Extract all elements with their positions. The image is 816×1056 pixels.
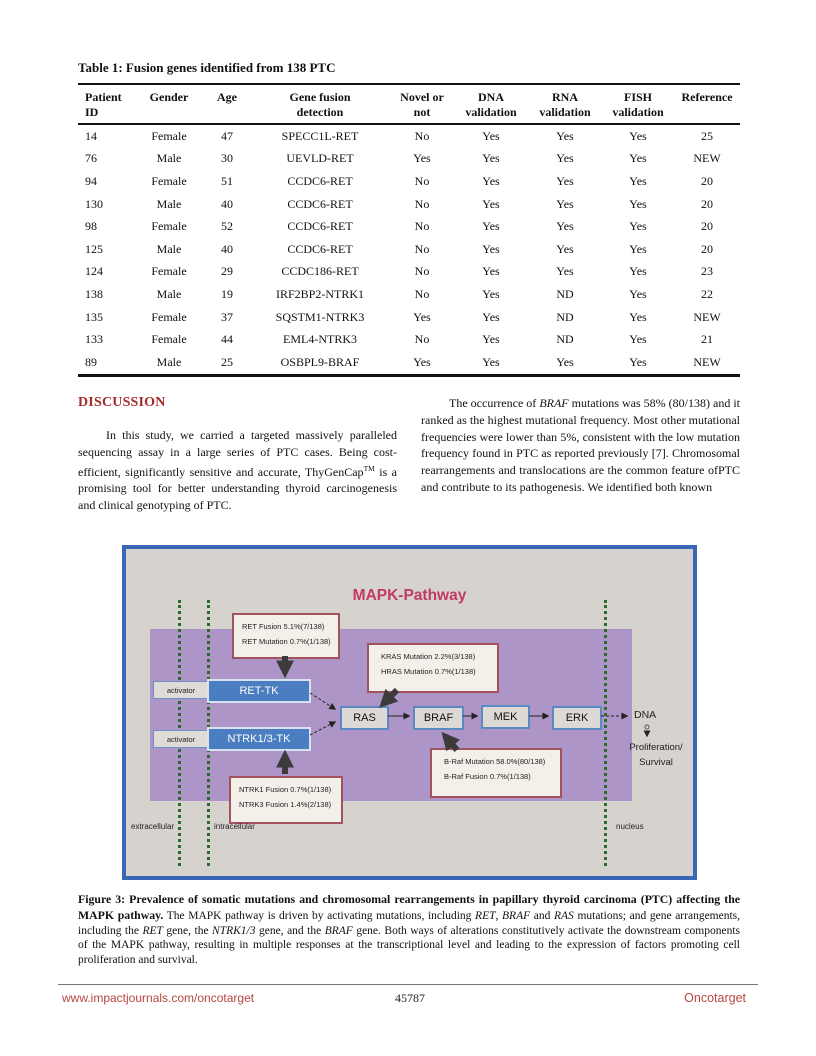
- table-cell: Male: [156, 151, 182, 166]
- table-cell: Yes: [556, 264, 574, 279]
- gene-name-italic: RAS: [554, 909, 574, 922]
- table-cell: ND: [556, 286, 574, 301]
- table-cell: 25: [221, 354, 233, 369]
- table-cell: ND: [556, 309, 574, 324]
- table-cell: 47: [221, 128, 233, 143]
- text-run: gene, the: [162, 924, 213, 937]
- header-line: Age: [217, 90, 237, 104]
- table-cell: Female: [151, 309, 187, 324]
- table-cell: 23: [701, 264, 713, 279]
- table-cell: NEW: [693, 151, 721, 166]
- table-cell: 138: [85, 286, 103, 301]
- table-cell: 89: [85, 354, 97, 369]
- table-cell: Yes: [556, 241, 574, 256]
- table-cell: 40: [221, 241, 233, 256]
- table-cell: Male: [156, 196, 182, 211]
- table-cell: Yes: [629, 196, 647, 211]
- table-cell: 30: [221, 151, 233, 166]
- table-cell: 124: [85, 264, 103, 279]
- table-cell: Yes: [556, 354, 574, 369]
- table-cell: 133: [85, 332, 103, 347]
- text-run: and: [530, 909, 554, 922]
- gene-name-italic: NTRK1/3: [212, 924, 256, 937]
- col-header-reference: [674, 84, 740, 124]
- text-run: ,: [495, 909, 503, 922]
- proliferation-survival-label: [596, 740, 716, 770]
- footer-divider: [58, 984, 758, 985]
- header-line: Patient: [85, 90, 122, 104]
- table-cell: Male: [156, 354, 182, 369]
- col-header-rna: [528, 84, 602, 124]
- table-cell: No: [414, 286, 430, 301]
- table-cell: 130: [85, 196, 103, 211]
- table-row: [78, 215, 740, 238]
- table-cell: CCDC6-RET: [287, 196, 353, 211]
- col-header-age: [204, 84, 250, 124]
- activator-box-ret: activator: [153, 681, 209, 699]
- annotation-line: NTRK1 Fusion 0.7%(1/138): [239, 785, 332, 794]
- table-body: [78, 124, 740, 375]
- left-column: [78, 395, 397, 514]
- table-cell: No: [414, 173, 430, 188]
- table-cell: Yes: [629, 264, 647, 279]
- table-cell: Yes: [482, 354, 500, 369]
- header-line: RNA: [552, 90, 578, 104]
- table-cell: Female: [151, 264, 187, 279]
- text-run: The occurrence of: [449, 396, 540, 410]
- figure-title: MAPK-Pathway: [352, 587, 467, 604]
- table-cell: 29: [221, 264, 233, 279]
- annotation-line: B-Raf Mutation 58.0%(80/138): [444, 757, 546, 766]
- table-cell: Female: [151, 219, 187, 234]
- right-column: [421, 395, 740, 514]
- mapk-pathway-figure: [122, 545, 697, 880]
- table-row: [78, 306, 740, 329]
- header-line: Novel or: [400, 90, 444, 104]
- col-header-patient-id: [78, 84, 134, 124]
- gene-name-italic: RET: [142, 924, 163, 937]
- table-cell: No: [414, 241, 430, 256]
- figure-caption: [78, 892, 740, 968]
- table-cell: NEW: [693, 309, 721, 324]
- header-line: Gene fusion: [289, 90, 351, 104]
- table-cell: Female: [151, 128, 187, 143]
- discussion-heading: DISCUSSION: [78, 395, 166, 410]
- table-row: [78, 238, 740, 261]
- table-cell: Female: [151, 332, 187, 347]
- text-run: is a promising tool for better understanding thyroid carcinogenesis and clinical genotyping of PTC.: [78, 464, 397, 513]
- gene-name-italic: BRAF: [324, 924, 353, 937]
- gene-name-italic: BRAF: [502, 909, 531, 922]
- table-cell: CCDC186-RET: [281, 264, 359, 279]
- table-cell: 135: [85, 309, 103, 324]
- table-row: [78, 148, 740, 171]
- col-header-gender: [134, 84, 204, 124]
- table-cell: Yes: [556, 196, 574, 211]
- ret-tk-node: RET-TK: [207, 679, 311, 703]
- col-header-novel: [390, 84, 454, 124]
- table-cell: Yes: [482, 219, 500, 234]
- table-cell: Yes: [482, 151, 500, 166]
- table-row: [78, 170, 740, 193]
- table-cell: Yes: [629, 241, 647, 256]
- table-cell: 40: [221, 196, 233, 211]
- dna-connector-dot: [645, 725, 649, 729]
- table-row: [78, 328, 740, 351]
- fusion-genes-table: [78, 83, 740, 377]
- journal-name: Oncotarget: [684, 991, 746, 1005]
- table-cell: CCDC6-RET: [287, 219, 353, 234]
- table-cell: No: [414, 264, 430, 279]
- header-line: detection: [296, 104, 344, 119]
- table-cell: Male: [156, 241, 182, 256]
- annotation-line: RET Fusion 5.1%(7/138): [242, 622, 325, 631]
- gene-name-italic: RET: [475, 909, 496, 922]
- trademark-superscript: TM: [363, 463, 375, 473]
- text-run: gene. Both ways of alterations constitutively activate the downstream components of the MAPK pathway, resulting in multiple responses at the transcriptional level and leading to the expression of factors promoting cell proliferation and survival.: [78, 924, 740, 967]
- table-cell: Yes: [629, 286, 647, 301]
- table-cell: ND: [556, 332, 574, 347]
- label-line: Survival: [639, 757, 673, 768]
- header-line: FISH: [623, 90, 652, 104]
- table-cell: No: [414, 332, 430, 347]
- annotation-line: NTRK3 Fusion 1.4%(2/138): [239, 800, 332, 809]
- table-cell: Yes: [629, 354, 647, 369]
- erk-node: ERK: [552, 706, 602, 730]
- table-cell: 20: [701, 173, 713, 188]
- table-cell: Yes: [482, 128, 500, 143]
- table-cell: Male: [156, 286, 182, 301]
- table-cell: 98: [85, 219, 97, 234]
- header-line: DNA: [478, 90, 504, 104]
- annotation-line: RET Mutation 0.7%(1/138): [242, 637, 331, 646]
- table-cell: 125: [85, 241, 103, 256]
- table-cell: Yes: [413, 354, 431, 369]
- col-header-fish: [602, 84, 674, 124]
- nucleus-dotted-line: [604, 600, 607, 866]
- table-cell: 21: [701, 332, 713, 347]
- table-title: Table 1: Fusion genes identified from 138 PTC: [78, 60, 336, 75]
- table-cell: Yes: [629, 173, 647, 188]
- table-cell: Yes: [629, 151, 647, 166]
- dna-label: DNA: [634, 709, 657, 721]
- text-run: gene, and the: [255, 924, 325, 937]
- table-cell: Yes: [413, 151, 431, 166]
- mek-node: MEK: [481, 705, 530, 729]
- footer-journal-url[interactable]: www.impactjournals.com/oncotarget: [62, 991, 255, 1005]
- table-cell: CCDC6-RET: [287, 173, 353, 188]
- table-row: [78, 193, 740, 216]
- table-section: [78, 60, 740, 377]
- activator-box-ntrk: activator: [153, 730, 209, 748]
- table-cell: 20: [701, 219, 713, 234]
- ntrk-annotation-box: [229, 776, 343, 824]
- header-line: not: [413, 104, 431, 119]
- braf-annotation-box: [430, 748, 562, 798]
- nucleus-label: nucleus: [616, 822, 644, 831]
- table-cell: Yes: [629, 128, 647, 143]
- table-cell: Yes: [556, 219, 574, 234]
- table-cell: No: [414, 128, 430, 143]
- table-cell: 76: [85, 151, 97, 166]
- header-line: validation: [539, 104, 591, 119]
- table-cell: Yes: [482, 332, 500, 347]
- table-cell: NEW: [693, 354, 721, 369]
- table-header-row: [78, 84, 740, 124]
- table-row: [78, 124, 740, 148]
- label-line: Proliferation/: [629, 742, 683, 753]
- table-cell: SQSTM1-NTRK3: [275, 309, 365, 324]
- annotation-line: KRAS Mutation 2.2%(3/138): [381, 652, 476, 661]
- annotation-line: B-Raf Fusion 0.7%(1/138): [444, 772, 531, 781]
- braf-node: BRAF: [413, 706, 464, 730]
- table-cell: Yes: [629, 309, 647, 324]
- table-cell: Yes: [629, 332, 647, 347]
- table-cell: Yes: [482, 264, 500, 279]
- table-cell: 14: [85, 128, 97, 143]
- annotation-line: HRAS Mutation 0.7%(1/138): [381, 667, 476, 676]
- text-run: In this study, we carried a targeted massively paralleled sequencing assay in a large series of PTC cases. Being cost-efficient, significantly sensitive and accurate, ThyGenCap: [78, 428, 397, 479]
- table-cell: 20: [701, 196, 713, 211]
- table-header: [78, 84, 740, 124]
- table-cell: 52: [221, 219, 233, 234]
- table-cell: 44: [221, 332, 233, 347]
- table-cell: Yes: [482, 286, 500, 301]
- header-line: ID: [85, 104, 99, 119]
- discussion-section: [78, 395, 740, 514]
- table-cell: EML4-NTRK3: [283, 332, 357, 347]
- header-line: validation: [465, 104, 517, 119]
- discussion-left-paragraph: [78, 427, 397, 514]
- ras-node: RAS: [340, 706, 389, 730]
- table-cell: 19: [221, 286, 233, 301]
- col-header-gene-fusion: [250, 84, 390, 124]
- page-number: 45787: [395, 991, 425, 1005]
- caption-bold-lead: Figure 3: Prevalence of somatic mutations and chromosomal rearrangements in papillary thyroid carcinoma (PTC) affecting the MAPK pathway.: [78, 892, 740, 922]
- text-run: mutations was 58% (80/138) and it ranked as the highest mutational frequency. Most other mutational frequencies were lower than 5%, consistent with the low mutation frequency found in PTC as reported previously [7]. Chromosomal rearrangements and translocations are the common feature ofPTC and contribute to its pathogenesis. We identified both known: [421, 396, 741, 494]
- table-row: [78, 283, 740, 306]
- table-cell: Female: [151, 173, 187, 188]
- table-cell: 51: [221, 173, 233, 188]
- table-cell: Yes: [482, 173, 500, 188]
- table-row: [78, 351, 740, 375]
- table-cell: Yes: [629, 219, 647, 234]
- ras-annotation-box: [367, 643, 499, 693]
- header-line: Gender: [149, 90, 189, 104]
- table-cell: 37: [221, 309, 233, 324]
- ret-annotation-box: [232, 613, 340, 659]
- ntrk-tk-node: NTRK1/3-TK: [207, 727, 311, 751]
- gene-name-italic: BRAF: [539, 396, 569, 410]
- text-run: The MAPK pathway is driven by activating mutations, including: [163, 909, 476, 922]
- table-cell: OSBPL9-BRAF: [280, 354, 360, 369]
- table-cell: Yes: [556, 173, 574, 188]
- table-cell: 20: [701, 241, 713, 256]
- table-cell: Yes: [482, 309, 500, 324]
- table-cell: SPECC1L-RET: [281, 128, 359, 143]
- col-header-dna: [454, 84, 528, 124]
- table-cell: 94: [85, 173, 97, 188]
- table-cell: UEVLD-RET: [286, 151, 354, 166]
- table-cell: IRF2BP2-NTRK1: [275, 286, 364, 301]
- extracellular-label: extracellular: [131, 822, 175, 831]
- table-cell: Yes: [482, 196, 500, 211]
- header-line: Reference: [681, 90, 733, 104]
- table-row: [78, 261, 740, 284]
- table-cell: No: [414, 219, 430, 234]
- table-cell: 22: [701, 286, 713, 301]
- table-cell: Yes: [482, 241, 500, 256]
- table-cell: CCDC6-RET: [287, 241, 353, 256]
- header-line: validation: [612, 104, 664, 119]
- table-cell: Yes: [413, 309, 431, 324]
- table-cell: 25: [701, 128, 713, 143]
- table-cell: Yes: [556, 128, 574, 143]
- intracellular-label: intracellular: [214, 822, 255, 831]
- text-run: mutations; and gene arrangements, including the: [78, 909, 741, 937]
- table-cell: Yes: [556, 151, 574, 166]
- table-cell: No: [414, 196, 430, 211]
- discussion-right-paragraph: [421, 395, 740, 496]
